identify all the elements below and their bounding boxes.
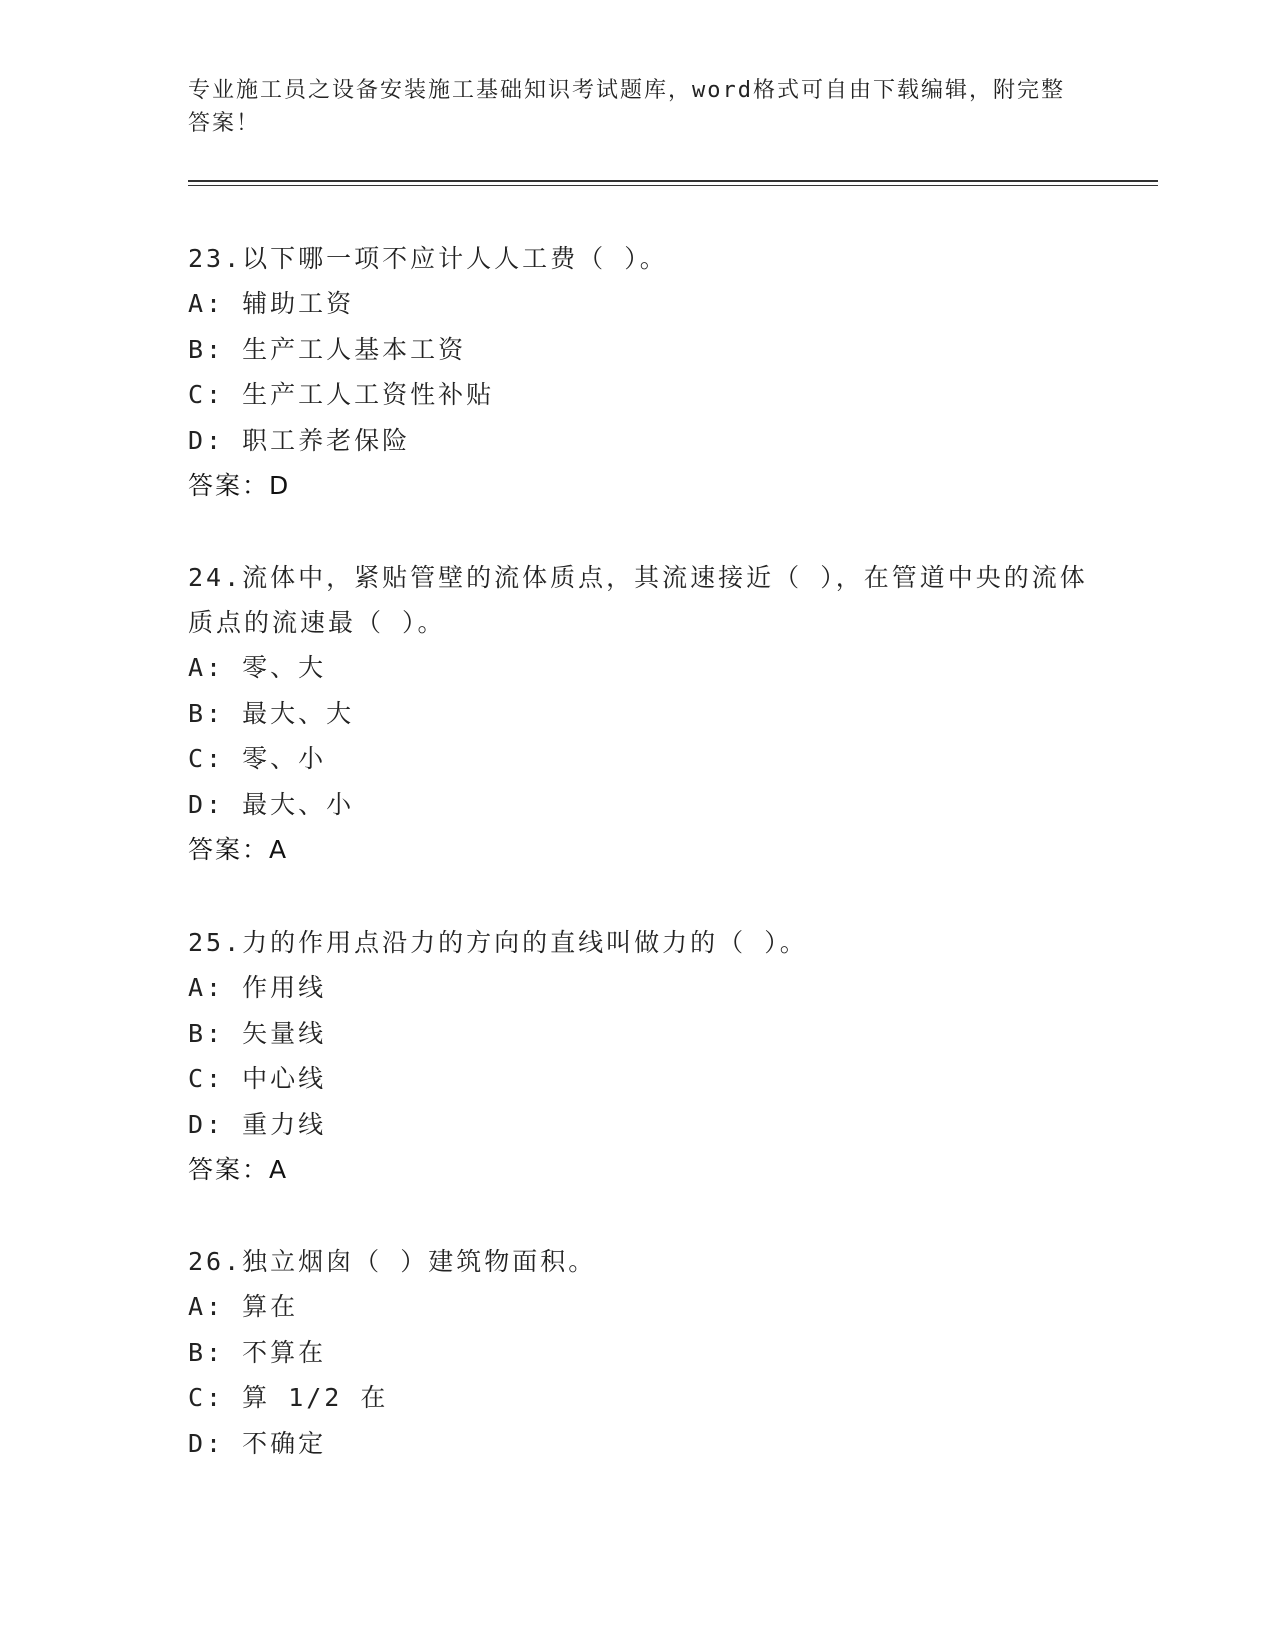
option-b: B: 不算在 xyxy=(188,1337,327,1367)
option-c: C: 中心线 xyxy=(188,1064,327,1093)
option-d: D: 不确定 xyxy=(188,1428,327,1458)
option-a: A: 零、大 xyxy=(188,653,327,682)
question-24 xyxy=(188,555,1088,872)
answer-line: 答案：A xyxy=(188,835,289,864)
answer-line: 答案：D xyxy=(188,471,291,500)
question-stem: 24.流体中，紧贴管壁的流体质点，其流速接近（ ），在管道中央的流体质点的流速最（ ）。 xyxy=(188,563,1088,637)
option-a: A: 算在 xyxy=(188,1292,299,1321)
option-c: C: 零、小 xyxy=(188,744,327,773)
option-d: D: 最大、小 xyxy=(188,789,355,819)
header-divider xyxy=(188,180,1158,186)
option-b: B: 生产工人基本工资 xyxy=(188,334,467,364)
question-25 xyxy=(188,920,1088,1192)
question-stem: 25.力的作用点沿力的方向的直线叫做力的（ ）。 xyxy=(188,928,808,957)
option-b: B: 最大、大 xyxy=(188,698,355,728)
option-d: D: 重力线 xyxy=(188,1109,327,1139)
option-d: D: 职工养老保险 xyxy=(188,425,411,455)
question-23 xyxy=(188,236,1088,508)
option-c: C: 生产工人工资性补贴 xyxy=(188,380,495,409)
question-stem: 23.以下哪一项不应计人人工费（ ）。 xyxy=(188,244,668,273)
question-26 xyxy=(188,1239,1088,1466)
option-b: B: 矢量线 xyxy=(188,1018,327,1048)
page-header: 专业施工员之设备安装施工基础知识考试题库，word格式可自由下载编辑，附完整答案！ xyxy=(188,78,1065,136)
option-a: A: 辅助工资 xyxy=(188,289,355,318)
answer-line: 答案：A xyxy=(188,1155,289,1184)
option-a: A: 作用线 xyxy=(188,973,327,1002)
question-stem: 26.独立烟囱（ ）建筑物面积。 xyxy=(188,1247,597,1276)
option-c: C: 算 1/2 在 xyxy=(188,1383,389,1412)
